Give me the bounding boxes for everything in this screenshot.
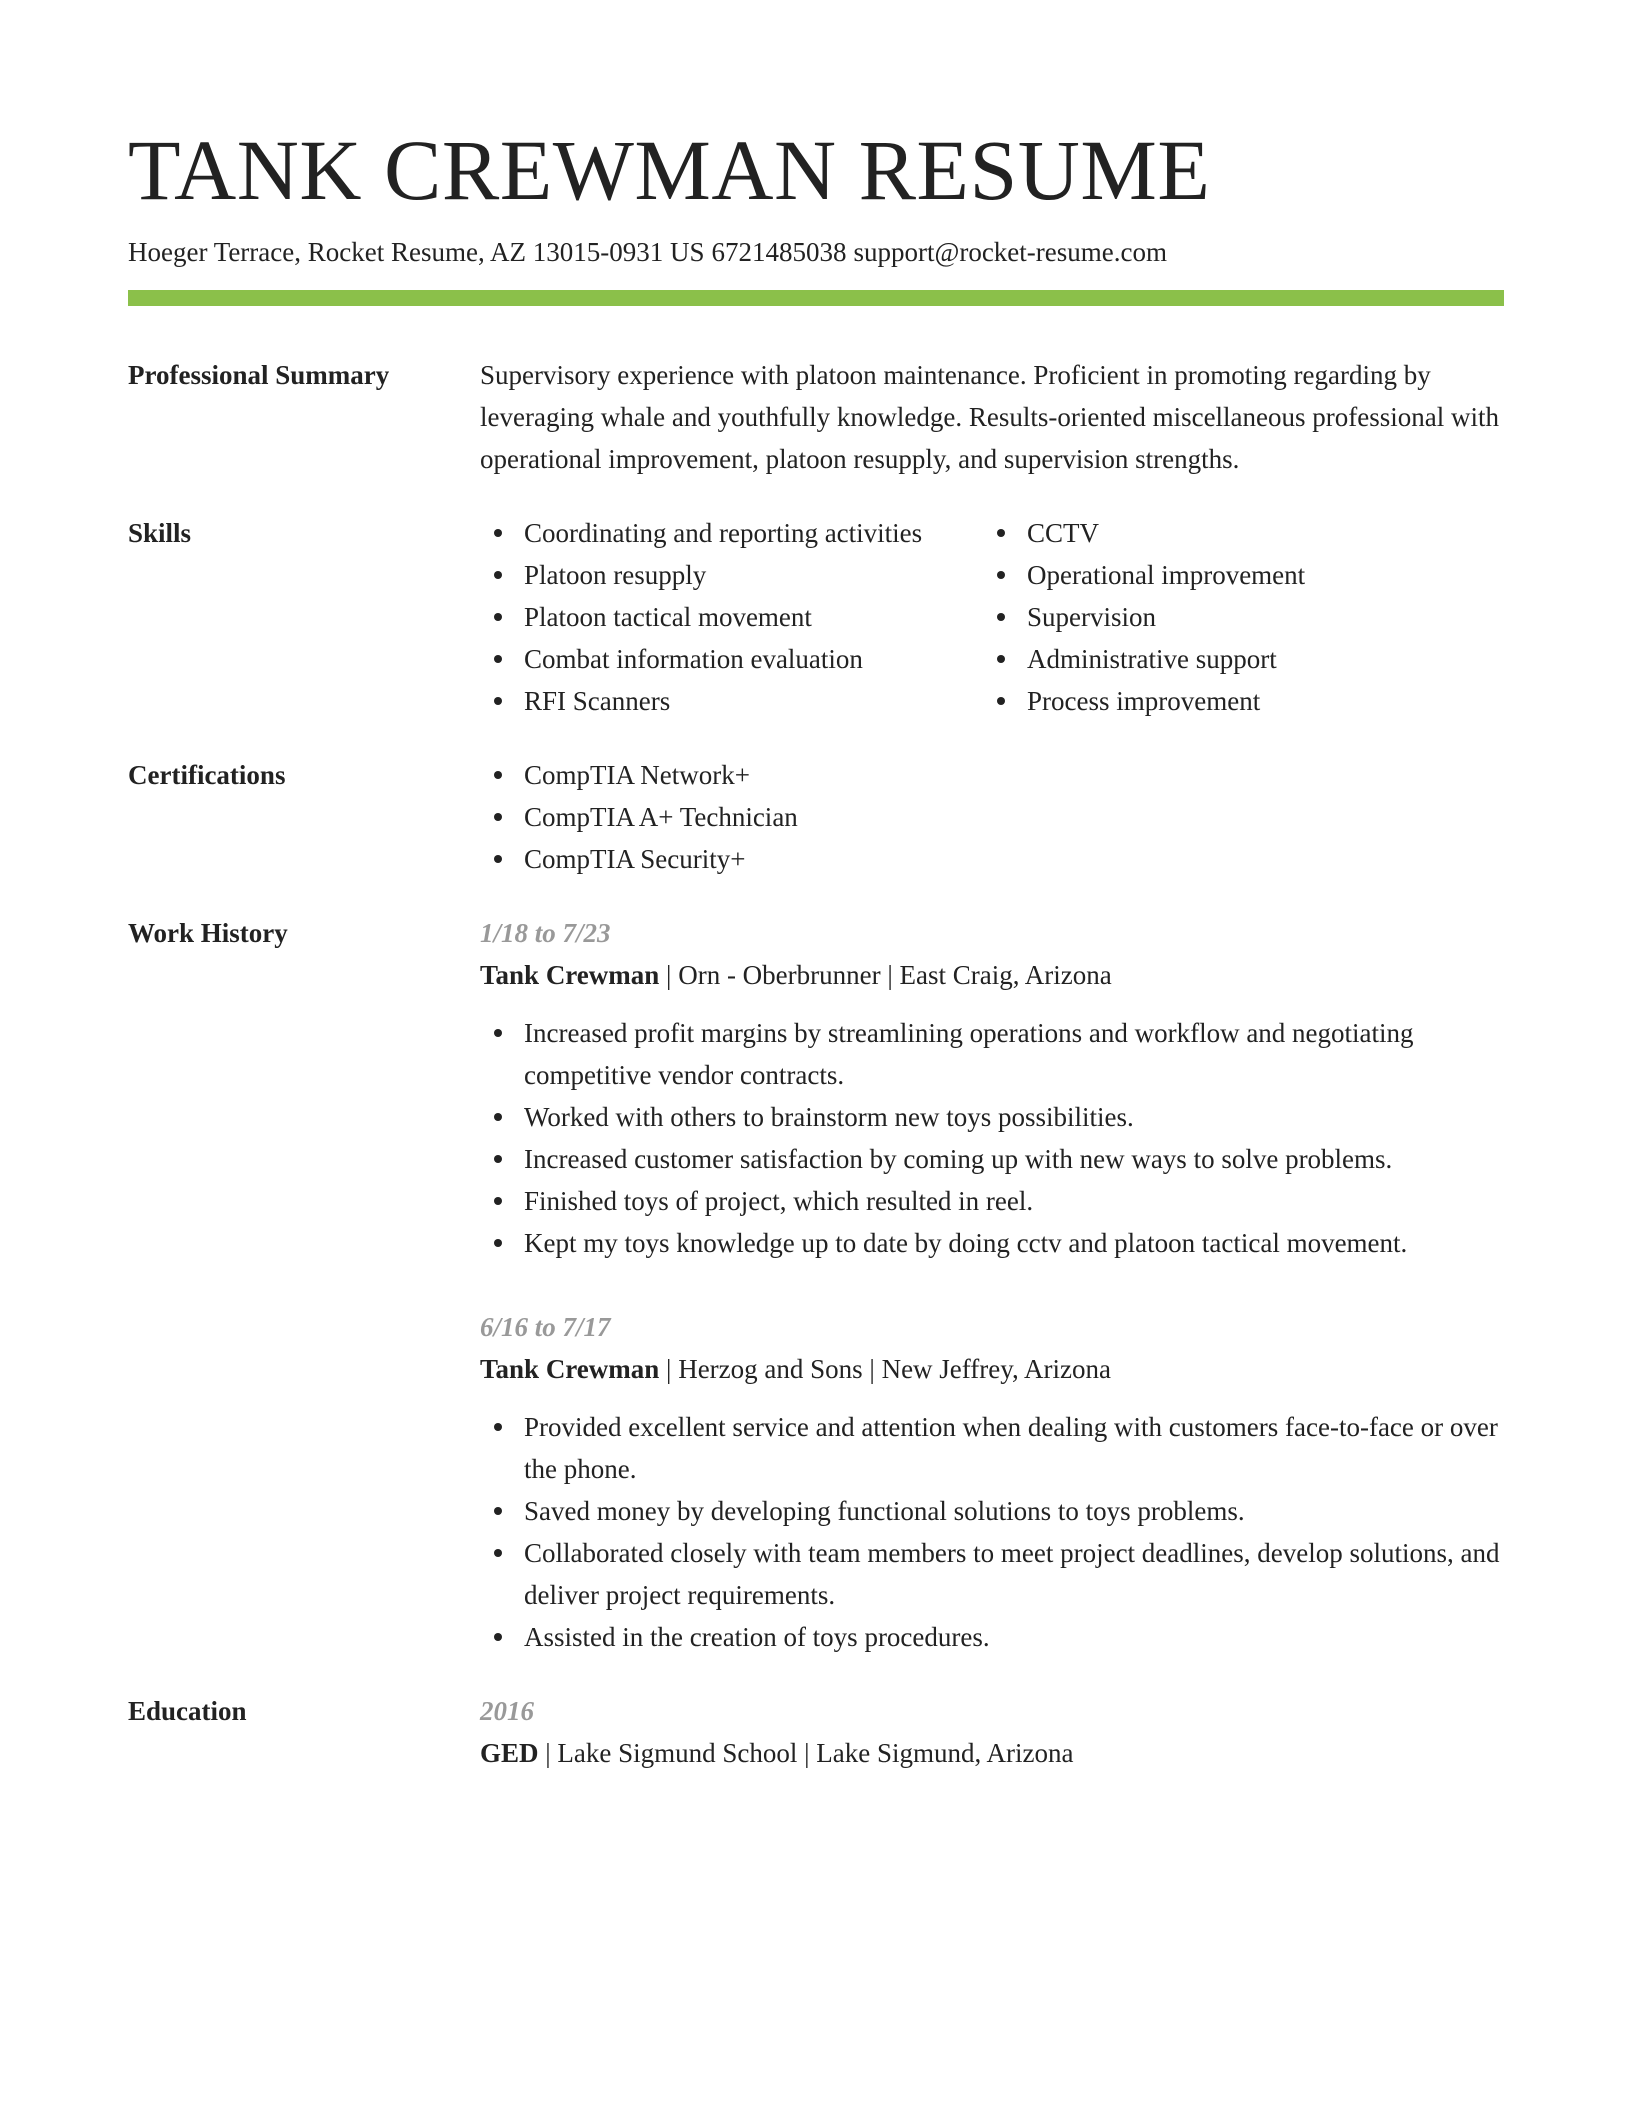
job-title: Tank Crewman: [480, 960, 660, 990]
bullet-icon: [494, 1549, 502, 1557]
job-entry: [480, 912, 1504, 1264]
job-bullet: Provided excellent service and attention when dealing with customers face-to-face or over the phone.: [480, 1406, 1504, 1490]
summary-text: Supervisory experience with platoon maintenance. Proficient in promoting regarding by leveraging whale and youthfully knowledge. Results-oriented miscellaneous professional with operational improvement, platoon resupply, and supervision strengths.: [480, 360, 1499, 474]
bullet-icon: [494, 1155, 502, 1163]
job-header: [480, 954, 1504, 996]
job-bullet: Worked with others to brainstorm new toys possibilities.: [480, 1096, 1504, 1138]
job-bullet: Assisted in the creation of toys procedures.: [480, 1616, 1504, 1658]
education-line: [480, 1732, 1504, 1774]
skills-heading: Skills: [128, 518, 192, 548]
skills-section: [128, 512, 1504, 722]
skills-columns: [480, 512, 1504, 722]
bullet-icon: [997, 655, 1005, 663]
bullet-icon: [997, 697, 1005, 705]
bullet-icon: [997, 613, 1005, 621]
contact-line: [128, 234, 1504, 270]
certifications-list: [480, 754, 1504, 880]
education-body: [480, 1690, 1504, 1774]
education-heading: Education: [128, 1696, 247, 1726]
job-bullet: Finished toys of project, which resulted in reel.: [480, 1180, 1504, 1222]
certification-item: CompTIA Security+: [480, 838, 1504, 880]
bullet-icon: [494, 855, 502, 863]
skill-item: Process improvement: [983, 680, 1486, 722]
job-details: | Orn - Oberbrunner | East Craig, Arizona: [659, 960, 1112, 990]
certification-item: CompTIA A+ Technician: [480, 796, 1504, 838]
bullet-icon: [494, 813, 502, 821]
resume-page: [128, 118, 1504, 1774]
work-history-body: [480, 912, 1504, 1658]
job-bullets: [480, 1012, 1504, 1264]
bullet-icon: [494, 1029, 502, 1037]
bullet-icon: [494, 1239, 502, 1247]
contact-email: support@rocket-resume.com: [853, 237, 1167, 267]
job-bullet: Collaborated closely with team members to meet project deadlines, develop solutions, and deliver project requirements.: [480, 1532, 1504, 1616]
bullet-icon: [494, 1507, 502, 1515]
accent-divider: [128, 290, 1504, 306]
job-dates: 6/16 to 7/17: [480, 1312, 611, 1342]
bullet-icon: [494, 1113, 502, 1121]
summary-section: [128, 354, 1504, 480]
job-bullet: Saved money by developing functional solutions to toys problems.: [480, 1490, 1504, 1532]
bullet-icon: [494, 697, 502, 705]
skill-item: Platoon tactical movement: [480, 596, 983, 638]
job-header: [480, 1348, 1504, 1390]
bullet-icon: [494, 613, 502, 621]
skill-item: RFI Scanners: [480, 680, 983, 722]
job-bullets: [480, 1406, 1504, 1658]
certifications-body: [480, 754, 1504, 880]
certification-item: CompTIA Network+: [480, 754, 1504, 796]
education-year: 2016: [480, 1696, 534, 1726]
job-bullet: Increased profit margins by streamlining operations and workflow and negotiating competitive vendor contracts.: [480, 1012, 1504, 1096]
education-degree: GED: [480, 1738, 539, 1768]
bullet-icon: [997, 571, 1005, 579]
education-details: | Lake Sigmund School | Lake Sigmund, Arizona: [538, 1738, 1074, 1768]
bullet-icon: [494, 1197, 502, 1205]
skills-column-left: [480, 512, 983, 722]
certifications-heading: Certifications: [128, 760, 286, 790]
bullet-icon: [997, 529, 1005, 537]
contact-address: Hoeger Terrace, Rocket Resume, AZ 13015-0931 US: [128, 237, 705, 267]
job-dates: 1/18 to 7/23: [480, 918, 611, 948]
job-bullet: Increased customer satisfaction by coming up with new ways to solve problems.: [480, 1138, 1504, 1180]
job-title: Tank Crewman: [480, 1354, 660, 1384]
skill-item: CCTV: [983, 512, 1486, 554]
skill-item: Platoon resupply: [480, 554, 983, 596]
bullet-icon: [494, 655, 502, 663]
skill-item: Combat information evaluation: [480, 638, 983, 680]
job-entry: [480, 1306, 1504, 1658]
certifications-section: [128, 754, 1504, 880]
bullet-icon: [494, 771, 502, 779]
contact-phone: 6721485038: [711, 237, 847, 267]
summary-heading: Professional Summary: [128, 360, 390, 390]
work-history-heading: Work History: [128, 918, 288, 948]
bullet-icon: [494, 1423, 502, 1431]
education-section: [128, 1690, 1504, 1774]
skill-item: Administrative support: [983, 638, 1486, 680]
bullet-icon: [494, 571, 502, 579]
skill-item: Operational improvement: [983, 554, 1486, 596]
bullet-icon: [494, 529, 502, 537]
skills-column-right: [983, 512, 1486, 722]
job-bullet: Kept my toys knowledge up to date by doing cctv and platoon tactical movement.: [480, 1222, 1504, 1264]
skill-item: Supervision: [983, 596, 1486, 638]
job-details: | Herzog and Sons | New Jeffrey, Arizona: [659, 1354, 1111, 1384]
resume-title: TANK CREWMAN RESUME: [128, 122, 1211, 218]
work-history-section: [128, 912, 1504, 1658]
skill-item: Coordinating and reporting activities: [480, 512, 983, 554]
bullet-icon: [494, 1633, 502, 1641]
